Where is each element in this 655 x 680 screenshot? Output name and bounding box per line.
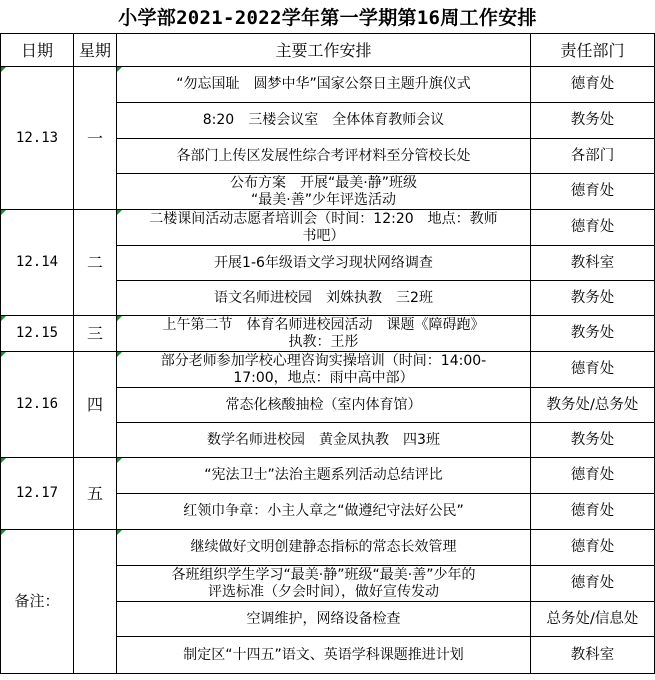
work-item-line: “勿忘国耻 圆梦中华”国家公祭日主题升旗仪式 (176, 76, 471, 92)
schedule-row (1, 352, 655, 388)
dept-cell: 德育处 (531, 352, 655, 388)
dept-cell: 总务处/信息处 (531, 602, 655, 637)
weekday-cell: 三 (74, 316, 117, 352)
notes-weekday-empty (74, 530, 117, 674)
work-item-line: 上午第二节 体育名师进校园活动 课题《障碍跑》 (162, 316, 485, 333)
work-item (117, 602, 531, 637)
date-value: 12.13 (15, 129, 59, 146)
work-item (117, 458, 531, 494)
work-item-line: 各班组织学生学习“最美·静”班级“最美·善”少年的 (171, 566, 476, 583)
dept-cell: 德育处 (531, 174, 655, 210)
cell-corner-marker (117, 316, 122, 321)
cell-corner-marker (1, 67, 6, 72)
dept-cell: 德育处 (531, 530, 655, 566)
cell-corner-marker (1, 530, 6, 535)
work-item-line: 8:20 三楼会议室 全体体育教师会议 (202, 112, 445, 128)
dept-cell: 德育处 (531, 210, 655, 246)
work-item (117, 139, 531, 174)
header-weekday: 星期 (74, 34, 117, 67)
cell-corner-marker (1, 352, 6, 357)
work-item (117, 388, 531, 423)
cell-corner-marker (117, 210, 122, 215)
cell-corner-marker (117, 530, 122, 535)
dept-cell: 教务处/总务处 (531, 388, 655, 423)
notes-row (1, 530, 655, 566)
cell-corner-marker (117, 67, 122, 72)
notes-label: 备注： (14, 592, 60, 610)
cell-corner-marker (1, 210, 6, 215)
schedule-table (0, 33, 655, 674)
schedule-body (1, 67, 655, 674)
work-item-line: 继续做好文明创建静态指标的常态长效管理 (190, 539, 457, 555)
schedule-row (1, 316, 655, 352)
cell-corner-marker (1, 316, 6, 321)
work-item-line: 制定区“十四五”语文、英语学科课题推进计划 (183, 646, 464, 663)
work-item-line: 评选标准（夕会时间），做好宣传发动 (208, 583, 439, 600)
work-item (117, 494, 531, 530)
dept-cell: 德育处 (531, 67, 655, 103)
work-item (117, 637, 531, 674)
work-item-line: 书吧） (302, 227, 345, 244)
dept-cell: 教科室 (531, 246, 655, 281)
work-item (117, 67, 531, 103)
dept-cell: 教务处 (531, 103, 655, 139)
work-item-line: “最美·善”少年评选活动 (251, 191, 396, 208)
work-item-line: 部分老师参加学校心理咨询实操培训（时间：14:00- (160, 352, 487, 369)
work-item-line: 语文名师进校园 刘姝执教 三2班 (214, 289, 433, 306)
header-date: 日期 (1, 34, 74, 67)
dept-cell: 德育处 (531, 494, 655, 530)
schedule-row (1, 210, 655, 246)
work-item (117, 281, 531, 316)
work-item (117, 530, 531, 566)
work-item-line: 执教：王彤 (288, 333, 359, 350)
schedule-row (1, 458, 655, 494)
dept-cell: 德育处 (531, 566, 655, 602)
date-value: 12.17 (15, 485, 59, 501)
work-item-line: 17:00，地点：雨中高中部） (233, 369, 414, 386)
date-cell (1, 316, 74, 352)
cell-corner-marker (117, 352, 122, 357)
work-item-line: “宪法卫士”法治主题系列活动总结评比 (204, 467, 443, 483)
work-item-line: 各部门上传区发展性综合考评材料至分管校长处 (176, 147, 471, 164)
dept-cell: 教务处 (531, 423, 655, 458)
notes-label-cell (1, 530, 74, 674)
dept-cell: 教科室 (531, 637, 655, 674)
work-item (117, 423, 531, 458)
cell-corner-marker (117, 458, 122, 463)
weekday-cell: 四 (74, 352, 117, 458)
dept-cell: 德育处 (531, 458, 655, 494)
work-item (117, 566, 531, 602)
work-item-line: 红领巾争章：小主人章之“做遵纪守法好公民” (183, 503, 464, 519)
work-item (117, 352, 531, 388)
weekday-cell: 一 (74, 67, 117, 210)
date-value: 12.16 (15, 396, 59, 412)
header-row (1, 34, 655, 67)
work-item-line: 二楼课间活动志愿者培训会（时间：12:20 地点：教师 (149, 210, 498, 227)
work-item-line: 开展1-6年级语文学习现状网络调查 (214, 254, 433, 271)
page-title: 小学部2021-2022学年第一学期第16周工作安排 (118, 7, 537, 29)
weekday-cell: 二 (74, 210, 117, 316)
dept-cell: 教务处 (531, 281, 655, 316)
work-item-line: 空调维护，网络设备检查 (246, 610, 401, 627)
header-work: 主要工作安排 (117, 34, 531, 67)
work-item (117, 210, 531, 246)
date-cell (1, 352, 74, 458)
date-value: 12.14 (15, 254, 59, 270)
work-item-line: 常态化核酸抽检（室内体育馆） (225, 396, 422, 413)
cell-corner-marker (1, 458, 6, 463)
weekday-cell: 五 (74, 458, 117, 530)
date-cell (1, 458, 74, 530)
date-cell (1, 210, 74, 316)
dept-cell: 各部门 (531, 139, 655, 174)
work-item (117, 246, 531, 281)
work-item (117, 316, 531, 352)
work-item-line: 公布方案 开展“最美·静”班级 (230, 174, 417, 191)
date-value: 12.15 (15, 325, 59, 341)
schedule-row (1, 67, 655, 103)
work-item (117, 103, 531, 139)
dept-cell: 教务处 (531, 316, 655, 352)
header-dept: 责任部门 (531, 34, 655, 67)
work-item (117, 174, 531, 210)
work-item-line: 数学名师进校园 黄金凤执教 四3班 (207, 431, 440, 448)
date-cell (1, 67, 74, 210)
